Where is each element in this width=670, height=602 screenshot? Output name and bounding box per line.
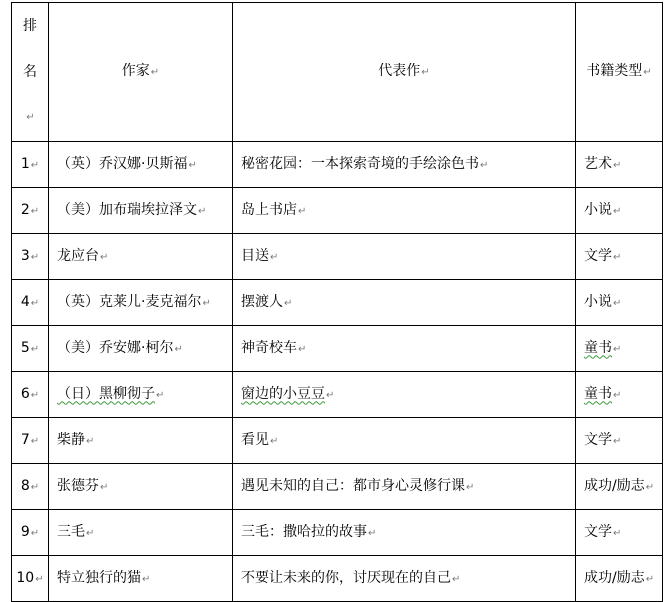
- table-row: [12, 464, 663, 510]
- author-value: （美）乔安娜·柯尔: [57, 339, 174, 356]
- author-cell: [49, 510, 233, 556]
- genre-cell: [576, 418, 663, 464]
- paragraph-mark: ↵: [421, 67, 430, 78]
- paragraph-mark: ↵: [174, 343, 183, 355]
- paragraph-mark: ↵: [613, 343, 622, 355]
- work-value: 神奇校车: [241, 339, 297, 356]
- author-cell: [49, 556, 233, 602]
- header-genre-label: 书籍类型: [586, 63, 643, 79]
- rank-cell: [12, 464, 49, 510]
- work-cell: [233, 326, 576, 372]
- paragraph-mark: ↵: [142, 573, 151, 585]
- work-value: 目送: [241, 247, 269, 264]
- work-cell: [233, 510, 576, 556]
- work-cell: [233, 280, 576, 326]
- paragraph-mark: ↵: [368, 527, 377, 539]
- paragraph-mark: ↵: [30, 481, 40, 493]
- paragraph-mark: ↵: [30, 527, 40, 539]
- work-value: 不要让未来的你，讨厌现在的自己: [241, 569, 451, 586]
- paragraph-mark: ↵: [30, 159, 40, 171]
- work-value: 岛上书店: [241, 201, 297, 218]
- paragraph-mark: ↵: [613, 205, 622, 217]
- rank-cell: [12, 510, 49, 556]
- paragraph-mark: ↵: [613, 527, 622, 539]
- author-value: （美）加布瑞埃拉泽文: [57, 201, 197, 218]
- rank-value: 7: [20, 431, 30, 448]
- header-work: [233, 3, 576, 142]
- paragraph-mark: ↵: [100, 251, 109, 263]
- rank-value: 8: [20, 477, 30, 494]
- genre-cell: [576, 142, 663, 188]
- table-row: [12, 556, 663, 602]
- genre-cell: [576, 188, 663, 234]
- header-work-label: 代表作: [378, 63, 421, 79]
- author-value: 张德芬: [57, 477, 99, 494]
- author-value: 特立独行的猫: [57, 569, 141, 586]
- paragraph-mark: ↵: [30, 251, 40, 263]
- author-value: （日）黑柳彻子: [57, 385, 155, 402]
- paragraph-mark: ↵: [613, 297, 622, 309]
- paragraph-mark: ↵: [613, 389, 622, 401]
- genre-value: 小说: [584, 293, 612, 310]
- paragraph-mark: ↵: [198, 205, 207, 217]
- paragraph-mark: ↵: [613, 159, 622, 171]
- paragraph-mark: ↵: [30, 343, 40, 355]
- author-cell: [49, 326, 233, 372]
- paragraph-mark: ↵: [35, 573, 44, 585]
- bestseller-table: [11, 2, 663, 602]
- paragraph-mark: ↵: [100, 481, 109, 493]
- genre-cell: [576, 372, 663, 418]
- genre-cell: [576, 464, 663, 510]
- genre-cell: [576, 556, 663, 602]
- header-author-label: 作家: [121, 63, 150, 79]
- genre-value: 文学: [584, 431, 612, 448]
- work-value: 秘密花园：一本探索奇境的手绘涂色书: [241, 155, 479, 172]
- rank-value: 3: [20, 247, 30, 264]
- author-value: （英）克莱儿·麦克福尔: [57, 293, 202, 310]
- paragraph-mark: ↵: [188, 159, 197, 171]
- table-row: [12, 280, 663, 326]
- genre-cell: [576, 510, 663, 556]
- header-rank-char2: 名: [23, 64, 37, 80]
- work-value: 摆渡人: [241, 293, 283, 310]
- work-cell: [233, 418, 576, 464]
- header-rank-char1: 排: [23, 18, 37, 34]
- paragraph-mark: ↵: [284, 297, 293, 309]
- header-rank: [12, 3, 49, 142]
- work-cell: [233, 372, 576, 418]
- table-row: [12, 234, 663, 280]
- rank-value: 10: [16, 569, 35, 586]
- rank-cell: [12, 326, 49, 372]
- genre-cell: [576, 234, 663, 280]
- paragraph-mark: ↵: [30, 205, 40, 217]
- author-cell: [49, 418, 233, 464]
- paragraph-mark: ↵: [30, 297, 40, 309]
- rank-cell: [12, 372, 49, 418]
- rank-cell: [12, 234, 49, 280]
- table-row: [12, 510, 663, 556]
- rank-value: 2: [20, 201, 30, 218]
- rank-value: 9: [20, 523, 30, 540]
- paragraph-mark: ↵: [270, 435, 279, 447]
- work-value: 遇见未知的自己：都市身心灵修行课: [241, 477, 465, 494]
- genre-cell: [576, 326, 663, 372]
- author-value: 龙应台: [57, 247, 99, 264]
- paragraph-mark: ↵: [86, 527, 95, 539]
- rank-cell: [12, 188, 49, 234]
- author-cell: [49, 372, 233, 418]
- paragraph-mark: ↵: [643, 67, 652, 78]
- genre-value: 小说: [584, 201, 612, 218]
- paragraph-mark: ↵: [466, 481, 475, 493]
- work-value: 三毛：撒哈拉的故事: [241, 523, 367, 540]
- genre-value: 文学: [584, 523, 612, 540]
- author-cell: [49, 280, 233, 326]
- paragraph-mark: ↵: [298, 205, 307, 217]
- paragraph-mark: ↵: [156, 389, 165, 401]
- work-cell: [233, 464, 576, 510]
- table-row: [12, 188, 663, 234]
- paragraph-mark: ↵: [480, 159, 489, 171]
- header-author: [49, 3, 233, 142]
- rank-value: 5: [20, 339, 30, 356]
- paragraph-mark: ↵: [452, 573, 461, 585]
- genre-value: 童书: [584, 385, 612, 402]
- rank-value: 4: [20, 293, 30, 310]
- author-cell: [49, 188, 233, 234]
- author-value: 三毛: [57, 523, 85, 540]
- table-row: [12, 142, 663, 188]
- rank-cell: [12, 280, 49, 326]
- paragraph-mark: ↵: [30, 435, 40, 447]
- work-cell: [233, 234, 576, 280]
- paragraph-mark: ↵: [202, 297, 211, 309]
- paragraph-mark: ↵: [645, 481, 655, 493]
- genre-cell: [576, 280, 663, 326]
- genre-value: 童书: [584, 339, 612, 356]
- rank-cell: [12, 556, 49, 602]
- author-cell: [49, 234, 233, 280]
- paragraph-mark: ↵: [150, 67, 160, 78]
- table-row: [12, 372, 663, 418]
- paragraph-mark: ↵: [26, 112, 35, 123]
- genre-value: 文学: [584, 247, 612, 264]
- rank-value: 6: [20, 385, 30, 402]
- rank-cell: [12, 142, 49, 188]
- paragraph-mark: ↵: [298, 343, 307, 355]
- rank-value: 1: [20, 155, 30, 172]
- work-cell: [233, 188, 576, 234]
- paragraph-mark: ↵: [645, 573, 655, 585]
- genre-value: 成功/励志: [584, 569, 645, 586]
- paragraph-mark: ↵: [326, 389, 335, 401]
- work-value: 看见: [241, 431, 269, 448]
- paragraph-mark: ↵: [270, 251, 279, 263]
- table-row: [12, 418, 663, 464]
- table-header-row: [12, 3, 663, 142]
- author-value: （英）乔汉娜·贝斯福: [57, 155, 188, 172]
- work-cell: [233, 142, 576, 188]
- header-genre: [576, 3, 663, 142]
- paragraph-mark: ↵: [86, 435, 95, 447]
- genre-value: 成功/励志: [584, 477, 645, 494]
- rank-cell: [12, 418, 49, 464]
- work-cell: [233, 556, 576, 602]
- paragraph-mark: ↵: [613, 251, 622, 263]
- author-value: 柴静: [57, 431, 85, 448]
- paragraph-mark: ↵: [30, 389, 40, 401]
- table-row: [12, 326, 663, 372]
- work-value: 窗边的小豆豆: [241, 385, 325, 402]
- author-cell: [49, 142, 233, 188]
- genre-value: 艺术: [584, 155, 612, 172]
- author-cell: [49, 464, 233, 510]
- paragraph-mark: ↵: [613, 435, 622, 447]
